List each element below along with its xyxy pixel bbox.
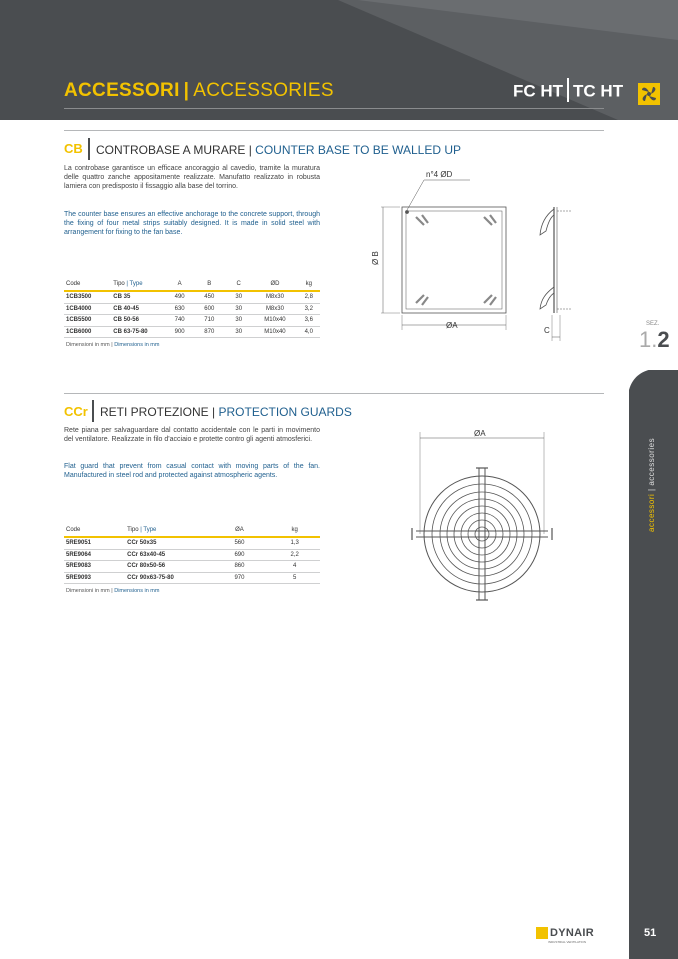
col-kg: kg — [297, 278, 320, 291]
fan-icon — [638, 83, 660, 105]
col-d: ØD — [252, 278, 297, 291]
description-en: The counter base ensures an effective anchorage to the concrete support, through the fixing of four metal strips suitably designed. It is made in solid steel with arrangement for fixing to the fan base. — [64, 211, 320, 237]
dim-a-label: ØA — [474, 429, 486, 438]
section-divider — [88, 138, 90, 160]
section-divider — [92, 400, 94, 422]
header-rule — [64, 108, 604, 109]
holes-label: n°4 ØD — [426, 170, 453, 179]
table-header — [64, 524, 320, 537]
description-en: Flat guard that prevent from casual contact with moving parts of the fan. Manufactured in steel rod and protected against atmospheric agents. — [64, 463, 320, 480]
section-number: 1.2 — [639, 327, 670, 352]
col-a: ØA — [210, 524, 270, 537]
dim-b-label: Ø B — [371, 251, 380, 265]
col-type: Tipo | Type — [111, 278, 165, 291]
col-code: Code — [64, 278, 111, 291]
table-row: 5RE9093 CCr 90x63-75-80 970 5 — [64, 572, 320, 584]
section-code: CCr — [64, 404, 88, 419]
model-names — [513, 80, 623, 104]
dim-c-label: C — [544, 326, 550, 335]
spec-table — [64, 278, 320, 338]
sidebar-vertical-label: accessori | accessories — [647, 437, 656, 532]
col-a: A — [166, 278, 194, 291]
spec-table — [64, 524, 320, 584]
counter-base-drawing — [366, 165, 580, 345]
section-title: RETI PROTEZIONE | PROTECTION GUARDS — [100, 405, 352, 419]
section-code: CB — [64, 141, 83, 156]
table-row: 5RE9051 CCr 50x35 560 1,3 — [64, 537, 320, 549]
dimensions-note: Dimensioni in mm | Dimensions in mm — [66, 342, 160, 348]
table-row: 5RE9064 CCr 63x40-45 690 2,2 — [64, 549, 320, 561]
brand-mark-icon — [536, 927, 548, 939]
col-code: Code — [64, 524, 125, 537]
header-shade — [338, 0, 678, 120]
table-header — [64, 278, 320, 291]
section-title: CONTROBASE A MURARE | COUNTER BASE TO BE WALLED UP — [96, 143, 461, 157]
table-row: 1CB3500 CB 35 490 450 30 M8x30 2,8 — [64, 291, 320, 303]
section-rule — [64, 130, 604, 131]
description-it: Rete piana per salvaguardare dal contatto accidentale con le parti in movimento del ventilatore. Realizzate in filo d'acciaio e protette contro gli agenti atmosferici. — [64, 427, 320, 444]
description-it: La controbase garantisce un efficace ancoraggio al cavedio, tramite la muratura delle quattro zanche appositamente realizzate. Manufatto realizzato in robusta lamiera con predisposto il fissaggio alla base del torrino. — [64, 165, 320, 191]
model-tc-ht: TC HT — [573, 81, 624, 101]
dimensions-note: Dimensioni in mm | Dimensions in mm — [66, 588, 160, 594]
brand-tagline: INDUSTRIAL VENTILATION — [548, 940, 587, 944]
col-kg: kg — [269, 524, 320, 537]
col-type: Tipo | Type — [125, 524, 209, 537]
dim-a-label: ØA — [446, 321, 458, 330]
model-fc-ht: FC HT — [513, 81, 564, 101]
page-number: 51 — [644, 927, 657, 939]
table-row: 1CB6000 CB 63-75-80 900 870 30 M10x40 4,0 — [64, 326, 320, 338]
protection-guard-drawing — [410, 424, 554, 610]
table-row: 5RE9083 CCr 80x50-56 860 4 — [64, 561, 320, 573]
col-c: C — [225, 278, 252, 291]
table-row: 1CB4000 CB 40-45 630 600 30 M8x30 3,2 — [64, 303, 320, 315]
page-title: ACCESSORI | ACCESSORIES — [64, 80, 334, 101]
brand-logo: DYNAIR — [536, 926, 594, 940]
table-row: 1CB5500 CB 50-56 740 710 30 M10x40 3,6 — [64, 315, 320, 327]
section-label: SEZ. — [646, 321, 660, 327]
section-rule — [64, 393, 604, 394]
col-b: B — [194, 278, 225, 291]
